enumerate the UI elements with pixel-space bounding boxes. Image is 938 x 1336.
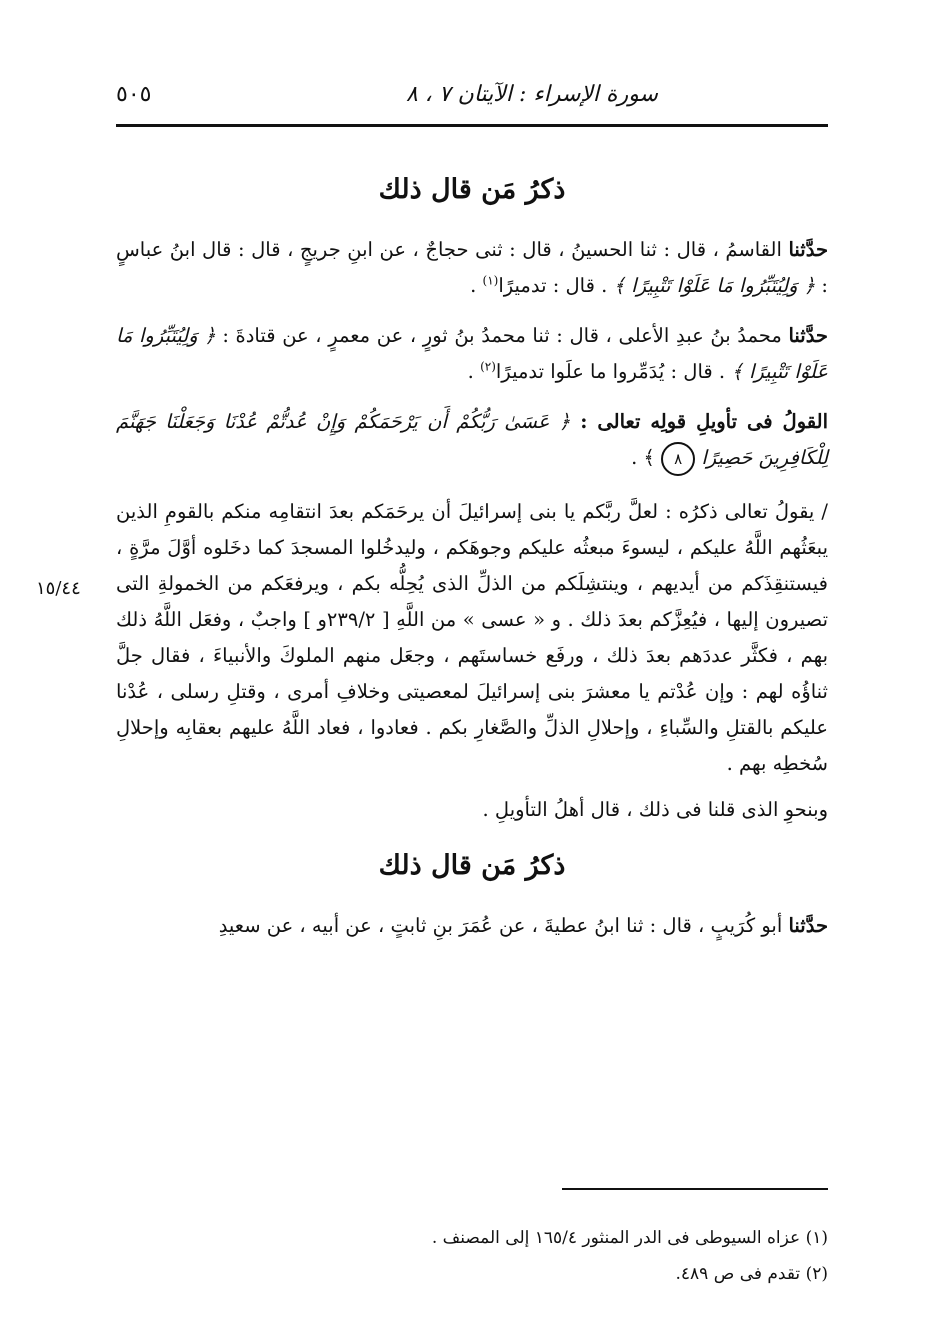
quran-verse: ﴿ وَلِيُتَبِّرُوا مَا عَلَوْا تَتْبِيرًا ﴾: [613, 274, 816, 297]
quran-verse: ﴿ وَلِيُتَبِّرُوا مَا عَلَوْا تَتْبِيرًا ﴾: [116, 324, 828, 383]
verse-intro: القولُ فى تأويلِ قولِه تعالى :: [570, 410, 828, 433]
header-rule: [116, 124, 828, 127]
margin-reference: ١٥/٤٤: [36, 578, 81, 599]
footnote: (١) عزاه السيوطى فى الدر المنثور ١٦٥/٤ إلى المصنف .: [431, 1228, 828, 1248]
commentary-paragraph: / يقولُ تعالى ذكرُه : لعلَّ ربَّكم يا بنى إسرائيلَ أن يرحَمَكم بعدَ انتقامِه منكم بالقومِ الذين يبعَثُهم اللَّهُ عليكم ، ليسوءَ مبعثُه عليكم وجوهَكم ، وليدخُلوا المسجدَ كما دخَلوه أوَّلَ مرَّةٍ ، فيستنقِذَكم من أيديهم ، وينتشِلَكم من الذلِّ الذى يُحِلُّه بكم ، ويرفعَكم من الخمولةِ التى تصيرون إليها ، فيُعِزَّكم بعدَ ذلك . و « عسى » من اللَّهِ [ ٢٣٩/٢و ] واجبٌ ، وفعَل اللَّهُ ذلك بهم ، فكثَّر عددَهم بعدَ ذلك ، ورفَع خساستَهم ، وجعَل منهم الملوكَ والأنبياءَ ، فقال جلَّ ثناؤُه لهم : وإن عُدْتم يا معشرَ بنى إسرائيلَ لمعصيتى وخلافِ أمرى ، وقتلِ رسلى ، عُدْنا عليكم بالقتلِ والسِّباءِ ، وإحلالِ الذلِّ والصَّغارِ بكم . فعادوا ، فعاد اللَّهُ عليهم بعقابِه وإحلالِ سُخطِه بهم .: [116, 500, 828, 775]
section-heading: ذكرُ مَن قال ذلك: [378, 850, 566, 881]
section-heading: ذكرُ مَن قال ذلك: [378, 174, 566, 205]
footnote-marker[interactable]: (٢): [480, 359, 496, 374]
footnote-marker[interactable]: (١): [482, 273, 499, 288]
narration-text: أبو كُرَيبٍ ، قال : ثنا ابنُ عطيةَ ، عن عُمَرَ بنِ ثابتٍ ، عن أبيه ، عن سعيدِ: [218, 914, 789, 937]
quran-verse: ﴿ عَسَىٰ رَبُّكُمْ أَن يَرْحَمَكُمْ وَإِنْ عُدتُّمْ عُدْنَا وَجَعَلْنَا جَهَنَّمَ لِلْكَافِرِينَ حَصِيرًا: [116, 410, 828, 469]
narration-tail: . قال : يُدَمِّروا ما علَوا تدميرًا: [495, 360, 732, 383]
narration-paragraph: حدَّثنا محمدُ بنُ عبدِ الأعلى ، قال : ثنا محمدُ بنُ ثورٍ ، عن معمرٍ ، عن قتادةَ : ﴿ وَلِيُتَبِّرُوا مَا عَلَوْا تَتْبِيرًا ﴾ . قال : يُدَمِّروا ما علَوا تدميرًا$^{(٢)}$ .: [116, 324, 828, 383]
page-header: [116, 78, 828, 118]
narration-text: القاسمُ ، قال : ثنا الحسينُ ، قال : ثنى حجاجٌ ، عن ابنِ جريجٍ ، قال : قال ابنُ عباسٍ :: [116, 238, 828, 297]
narration-lead: حدَّثنا: [788, 238, 828, 261]
summary-line: وبنحوِ الذى قلنا فى ذلك ، قال أهلُ التأويلِ .: [482, 798, 828, 821]
page-number: ٥٠٥: [116, 82, 152, 107]
footnotes: [116, 1220, 828, 1292]
footnote: (٢) تقدم فى ص ٤٨٩.: [675, 1264, 828, 1284]
narration-lead: حدَّثنا: [788, 914, 828, 937]
running-title: سورة الإسراء : الآيتان ٧ ، ٨: [405, 82, 658, 107]
narration-tail: . قال : تدميرًا: [498, 274, 614, 297]
narration-lead: حدَّثنا: [788, 324, 828, 347]
narration-paragraph: حدَّثنا القاسمُ ، قال : ثنا الحسينُ ، قال : ثنى حجاجٌ ، عن ابنِ جريجٍ ، قال : قال ابنُ عباسٍ : ﴿ وَلِيُتَبِّرُوا مَا عَلَوْا تَتْبِيرًا ﴾ . قال : تدميرًا$^{(١)}$ .: [116, 238, 828, 297]
main-text: [116, 170, 828, 958]
ayah-number-icon: ٨: [661, 442, 695, 476]
narration-text: محمدُ بنُ عبدِ الأعلى ، قال : ثنا محمدُ بنُ ثورٍ ، عن معمرٍ ، عن قتادةَ :: [215, 324, 789, 347]
footnote-rule: [562, 1188, 828, 1190]
verse-close: ﴾ .: [631, 446, 655, 469]
verse-paragraph: [116, 404, 828, 476]
narration-paragraph: [116, 908, 828, 944]
